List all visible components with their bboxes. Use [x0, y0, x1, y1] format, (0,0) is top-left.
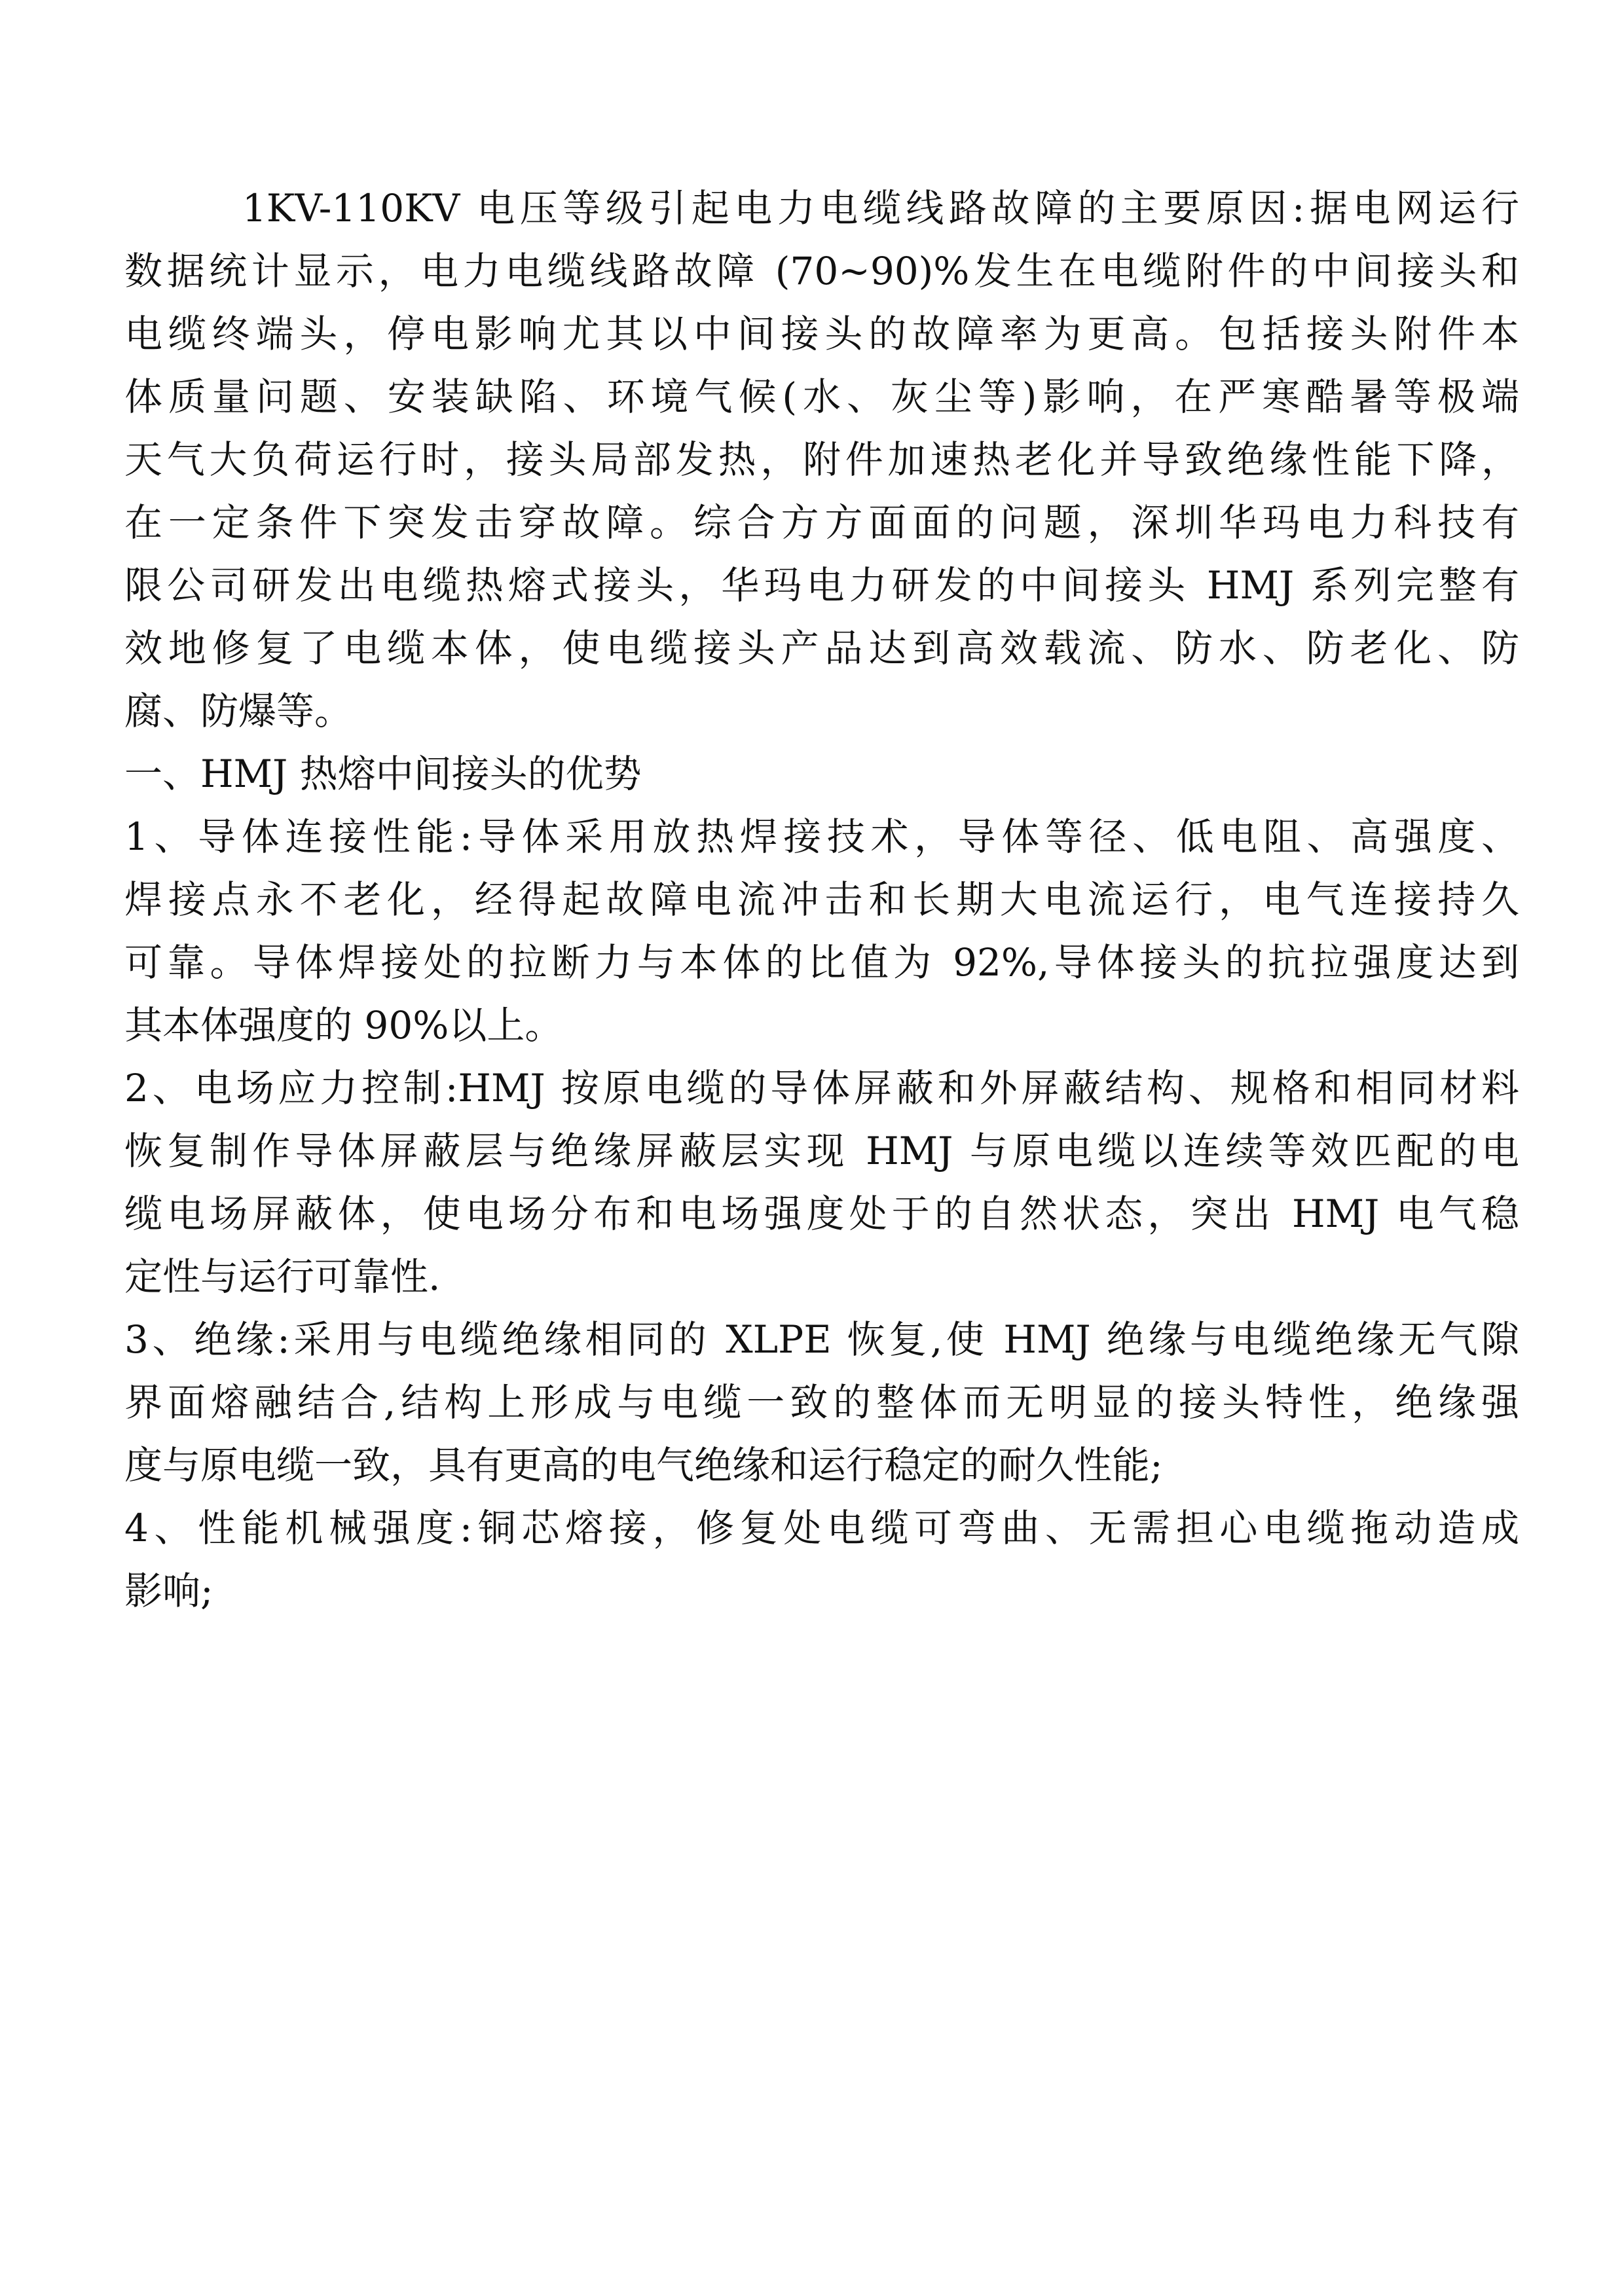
item1-line-1: 1、导体连接性能:导体采用放热焊接技术，导体等径、低电阻、高强度、 — [124, 814, 1519, 859]
intro-paragraph — [124, 177, 1519, 742]
item3-line-2: 界面熔融结合,结构上形成与电缆一致的整体而无明显的接头特性，绝缘强 — [124, 1380, 1519, 1425]
item2-line-1: 2、电场应力控制:HMJ 按原电缆的导体屏蔽和外屏蔽结构、规格和相同材料 — [124, 1066, 1519, 1110]
advantage-item-2 — [124, 1057, 1519, 1308]
intro-line-8: 效地修复了电缆本体，使电缆接头产品达到高效载流、防水、防老化、防 — [124, 626, 1519, 670]
item4-line-1: 4、性能机械强度:铜芯熔接，修复处电缆可弯曲、无需担心电缆拖动造成 — [124, 1506, 1519, 1550]
document-page — [124, 177, 1519, 1622]
item2-line-3: 缆电场屏蔽体，使电场分布和电场强度处于的自然状态，突出 HMJ 电气稳 — [124, 1192, 1519, 1236]
intro-line-9: 腐、防爆等。 — [124, 689, 353, 733]
intro-line-3: 电缆终端头，停电影响尤其以中间接头的故障率为更高。包括接头附件本 — [124, 312, 1519, 356]
advantage-item-1 — [124, 805, 1519, 1057]
section-heading: 一、HMJ 热熔中间接头的优势 — [124, 752, 642, 796]
item3-line-3: 度与原电缆一致，具有更高的电气绝缘和运行稳定的耐久性能; — [124, 1443, 1163, 1487]
intro-line-2: 数据统计显示，电力电缆线路故障 (70~90)%发生在电缆附件的中间接头和 — [124, 249, 1519, 293]
item1-line-3: 可靠。导体焊接处的拉断力与本体的比值为 92%,导体接头的抗拉强度达到 — [124, 940, 1519, 985]
intro-line-6: 在一定条件下突发击穿故障。综合方方面面的问题，深圳华玛电力科技有 — [124, 500, 1519, 545]
advantage-item-4 — [124, 1497, 1519, 1622]
item4-line-2: 影响; — [124, 1569, 213, 1613]
advantage-item-3 — [124, 1308, 1519, 1497]
item2-line-4: 定性与运行可靠性. — [124, 1254, 441, 1299]
intro-line-1: 1KV-110KV 电压等级引起电力电缆线路故障的主要原因:据电网运行 — [242, 186, 1519, 230]
intro-line-7: 限公司研发出电缆热熔式接头，华玛电力研发的中间接头 HMJ 系列完整有 — [124, 563, 1519, 608]
intro-line-4: 体质量问题、安装缺陷、环境气候(水、灰尘等)影响，在严寒酷暑等极端 — [124, 374, 1519, 419]
item1-line-2: 焊接点永不老化，经得起故障电流冲击和长期大电流运行，电气连接持久 — [124, 877, 1519, 922]
item1-line-4: 其本体强度的 90%以上。 — [124, 1003, 563, 1048]
item3-line-1: 3、绝缘:采用与电缆绝缘相同的 XLPE 恢复,使 HMJ 绝缘与电缆绝缘无气隙 — [124, 1317, 1519, 1362]
item2-line-2: 恢复制作导体屏蔽层与绝缘屏蔽层实现 HMJ 与原电缆以连续等效匹配的电 — [124, 1129, 1519, 1173]
intro-line-5: 天气大负荷运行时，接头局部发热，附件加速热老化并导致绝缘性能下降， — [124, 437, 1519, 482]
